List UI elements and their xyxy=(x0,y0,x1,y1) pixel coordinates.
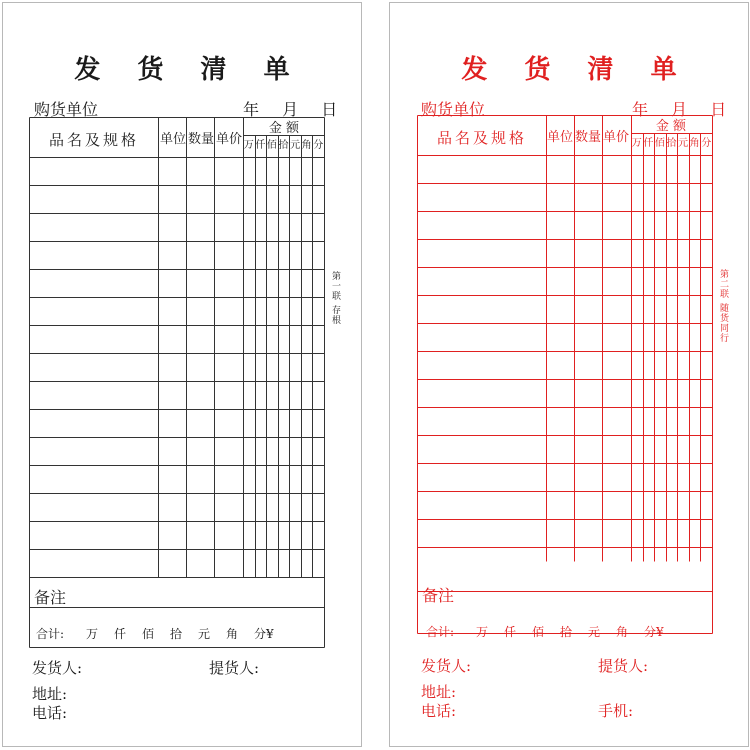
digit-header: 分 xyxy=(701,138,712,149)
header-qty: 数量 xyxy=(574,130,601,145)
address-label: 地址: xyxy=(421,683,457,701)
digit-header: 拾 xyxy=(278,140,289,151)
digit-header: 角 xyxy=(301,140,312,151)
year-label: 年 xyxy=(632,100,649,119)
total-row xyxy=(36,625,274,642)
year-label: 年 xyxy=(243,100,260,119)
total-wan: 万 xyxy=(86,627,99,641)
copy-label: 第二联 随货同行 xyxy=(718,269,728,343)
total-yuan: 元 xyxy=(588,625,601,639)
address-label: 地址: xyxy=(32,685,68,703)
receiver-label: 提货人: xyxy=(598,657,649,675)
header-qty: 数量 xyxy=(187,132,214,147)
digit-header: 仟 xyxy=(255,140,266,151)
phone-label: 电话: xyxy=(32,704,68,722)
total-jiao: 角 xyxy=(226,627,239,641)
digit-header: 角 xyxy=(689,138,700,149)
digit-header: 元 xyxy=(678,138,689,149)
total-qian: 仟 xyxy=(114,627,127,641)
total-wan: 万 xyxy=(476,625,489,639)
header-unit: 单位 xyxy=(546,130,573,145)
total-fen: 分¥ xyxy=(644,625,664,639)
total-row xyxy=(426,623,664,640)
page-title: 发 货 清 单 xyxy=(74,55,304,85)
item-table-grid xyxy=(417,115,713,635)
shipper-label: 发货人: xyxy=(32,659,83,677)
digit-header: 元 xyxy=(290,140,301,151)
buyer-label: 购货单位 xyxy=(34,100,99,119)
day-label: 日 xyxy=(710,100,727,119)
page-title: 发 货 清 单 xyxy=(461,55,691,85)
total-shi: 拾 xyxy=(170,627,183,641)
shipper-label: 发货人: xyxy=(421,657,472,675)
header-name-spec: 品名及规格 xyxy=(48,131,139,149)
header-amount: 金 额 xyxy=(655,119,687,134)
day-label: 日 xyxy=(321,100,338,119)
total-bai: 佰 xyxy=(142,627,155,641)
header-amount: 金 额 xyxy=(268,121,300,136)
header-name-spec: 品名及规格 xyxy=(436,129,527,147)
month-label: 月 xyxy=(671,100,688,119)
header-price: 单价 xyxy=(602,130,629,145)
digit-header: 万 xyxy=(243,140,254,151)
month-label: 月 xyxy=(282,100,299,119)
total-qian: 仟 xyxy=(504,625,517,639)
delivery-slip-copy-1 xyxy=(2,2,362,747)
total-bai: 佰 xyxy=(532,625,545,639)
digit-header: 佰 xyxy=(654,138,665,149)
copy-label: 第一联 存根 xyxy=(330,271,340,325)
digit-header: 拾 xyxy=(666,138,677,149)
digit-header: 仟 xyxy=(643,138,654,149)
digit-header: 分 xyxy=(313,140,324,151)
total-shi: 拾 xyxy=(560,625,573,639)
total-label: 合计: xyxy=(36,627,65,641)
delivery-slip-copy-2 xyxy=(389,2,749,747)
remark-label: 备注 xyxy=(34,588,67,607)
header-price: 单价 xyxy=(215,132,242,147)
receiver-label: 提货人: xyxy=(209,659,260,677)
total-label: 合计: xyxy=(426,625,455,639)
total-jiao: 角 xyxy=(616,625,629,639)
buyer-label: 购货单位 xyxy=(421,100,486,119)
mobile-label: 手机: xyxy=(598,702,634,720)
phone-label: 电话: xyxy=(421,702,457,720)
total-fen: 分¥ xyxy=(254,627,274,641)
digit-header: 佰 xyxy=(266,140,277,151)
digit-header: 万 xyxy=(631,138,642,149)
item-table-grid xyxy=(29,117,325,649)
total-yuan: 元 xyxy=(198,627,211,641)
header-unit: 单位 xyxy=(159,132,186,147)
remark-label: 备注 xyxy=(422,586,455,605)
